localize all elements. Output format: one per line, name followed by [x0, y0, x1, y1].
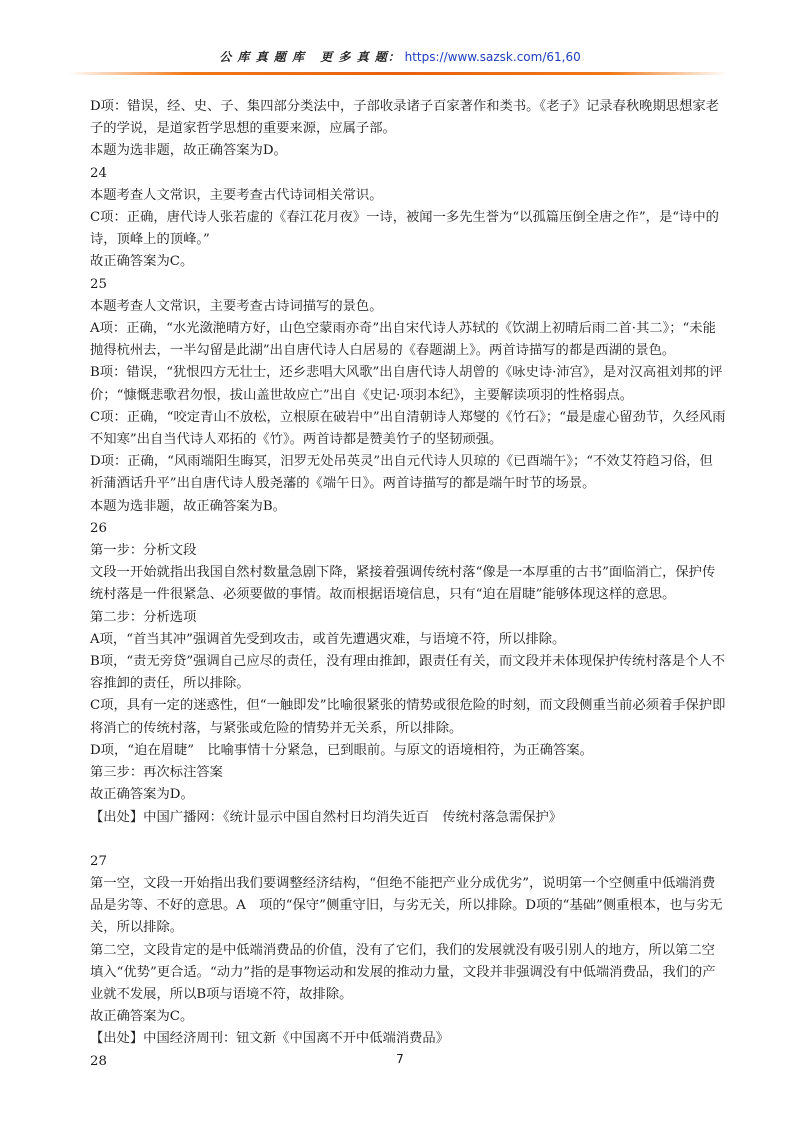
document-body: [90, 96, 726, 1073]
header-link[interactable]: https://www.sazsk.com/61,60: [404, 50, 581, 64]
paragraph: 本题考查人文常识，主要考查古诗词描写的景色。: [90, 298, 383, 314]
blank-line: [90, 829, 726, 851]
question-number: 25: [90, 276, 107, 292]
paragraph: D项，“迫在眉睫” 比喻事情十分紧急，已到眼前。与原文的语境相符，为正确答案。: [90, 742, 593, 758]
paragraph: 第一空，文段一开始指出我们要调整经济结构，“但绝不能把产业分成优劣”，说明第一个空侧重中低端消费品是劣等、不好的意思。A 项的“保守”侧重守旧，与劣无关，所以排除。D项的“基础”侧重根本，也与劣无关，所以排除。: [90, 875, 723, 936]
paragraph: 故正确答案为C。: [90, 254, 194, 270]
header-brand: 公 库 真 题 库: [219, 50, 305, 64]
paragraph: 第一步：分析文段: [90, 543, 197, 559]
question-number: 26: [90, 520, 107, 536]
source-citation: 【出处】中国广播网：《统计显示中国自然村日均消失近百 传统村落急需保护》: [90, 809, 563, 825]
paragraph: C项：正确，唐代诗人张若虚的《春江花月夜》一诗，被闻一多先生誉为“以孤篇压倒全唐之作”，是“诗中的诗，顶峰上的顶峰。”: [90, 210, 719, 248]
page-number: 7: [396, 1052, 404, 1066]
paragraph: 第二空，文段肯定的是中低端消费品的价值，没有了它们，我们的发展就没有吸引别人的地方，所以第二空填入“优势”更合适。“动力”指的是事物运动和发展的推动力量，文段并非强调没有中低端消费品，我们的产业就不发展，所以B项与语境不符，故排除。: [90, 942, 716, 1002]
paragraph: 文段一开始就指出我国自然村数量急剧下降，紧接着强调传统村落“像是一本厚重的古书”面临消亡，保护传统村落是一件很紧急、必须要做的事情。故而根据语境信息，只有“迫在眉睫”能够体现这样的意思。: [90, 565, 716, 603]
paragraph: C项：正确，“咬定青山不放松，立根原在破岩中”出自清朝诗人郑燮的《竹石》；“最是虚心留劲节，久经风雨不知寒”出自当代诗人邓拓的《竹》。两首诗都是赞美竹子的坚韧顽强。: [90, 409, 726, 448]
paragraph: D项：错误，经、史、子、集四部分类法中，子部收录诸子百家著作和类书。《老子》记录春秋晚期思想家老子的学说，是道家哲学思想的重要来源，应属子部。: [90, 99, 719, 137]
paragraph: 故正确答案为D。: [90, 787, 194, 803]
page-header: [0, 48, 800, 65]
header-divider: [68, 72, 728, 75]
question-number: 28: [90, 1053, 107, 1069]
source-citation: 【出处】中国经济周刊：钮文新《中国离不开中低端消费品》: [90, 1031, 450, 1047]
paragraph: 第三步：再次标注答案: [90, 765, 223, 781]
paragraph: B项：错误，“犹恨四方无壮士，还乡悲唱大风歌”出自唐代诗人胡曾的《咏史诗·沛宫》，是对汉高祖刘邦的评价；“慷慨悲歌君勿恨，拔山盖世故应亡”出自《史记·项羽本纪》，主要解读项羽的性格弱点。: [90, 365, 723, 403]
paragraph: B项，“责无旁贷”强调自己应尽的责任，没有理由推卸，跟责任有关，而文段并未体现保护传统村落是个人不容推卸的责任，所以排除。: [90, 654, 726, 692]
question-number: 24: [90, 165, 107, 181]
paragraph: 本题考查人文常识，主要考查古代诗词相关常识。: [90, 187, 383, 203]
paragraph: 故正确答案为C。: [90, 1009, 194, 1025]
paragraph: A项：正确，“水光潋滟晴方好，山色空蒙雨亦奇”出自宋代诗人苏轼的《饮湖上初晴后雨二首·其二》；“未能抛得杭州去，一半勾留是此湖”出自唐代诗人白居易的《春题湖上》。两首诗描写的都是西湖的景色。: [90, 321, 716, 359]
paragraph: D项：正确，“风雨端阳生晦冥，汨罗无处吊英灵”出自元代诗人贝琼的《已酉端午》；“不效艾符趋习俗，但祈蒲酒话升平”出自唐代诗人殷尧藩的《端午日》。两首诗描写的都是端午时节的场景。: [90, 454, 713, 492]
paragraph: 第二步：分析选项: [90, 609, 197, 625]
header-more-label: 更 多 真 题：: [320, 50, 401, 64]
paragraph: 本题为选非题，故正确答案为D。: [90, 143, 287, 159]
question-number: 27: [90, 853, 107, 869]
paragraph: 本题为选非题，故正确答案为B。: [90, 498, 286, 514]
paragraph: C项，具有一定的迷惑性，但“一触即发”比喻很紧张的情势或很危险的时刻，而文段侧重当前必须着手保护即将消亡的传统村落，与紧张或危险的情势并无关系，所以排除。: [90, 698, 726, 736]
paragraph: A项，“首当其冲”强调首先受到攻击，或首先遭遇灾难，与语境不符，所以排除。: [90, 631, 566, 647]
